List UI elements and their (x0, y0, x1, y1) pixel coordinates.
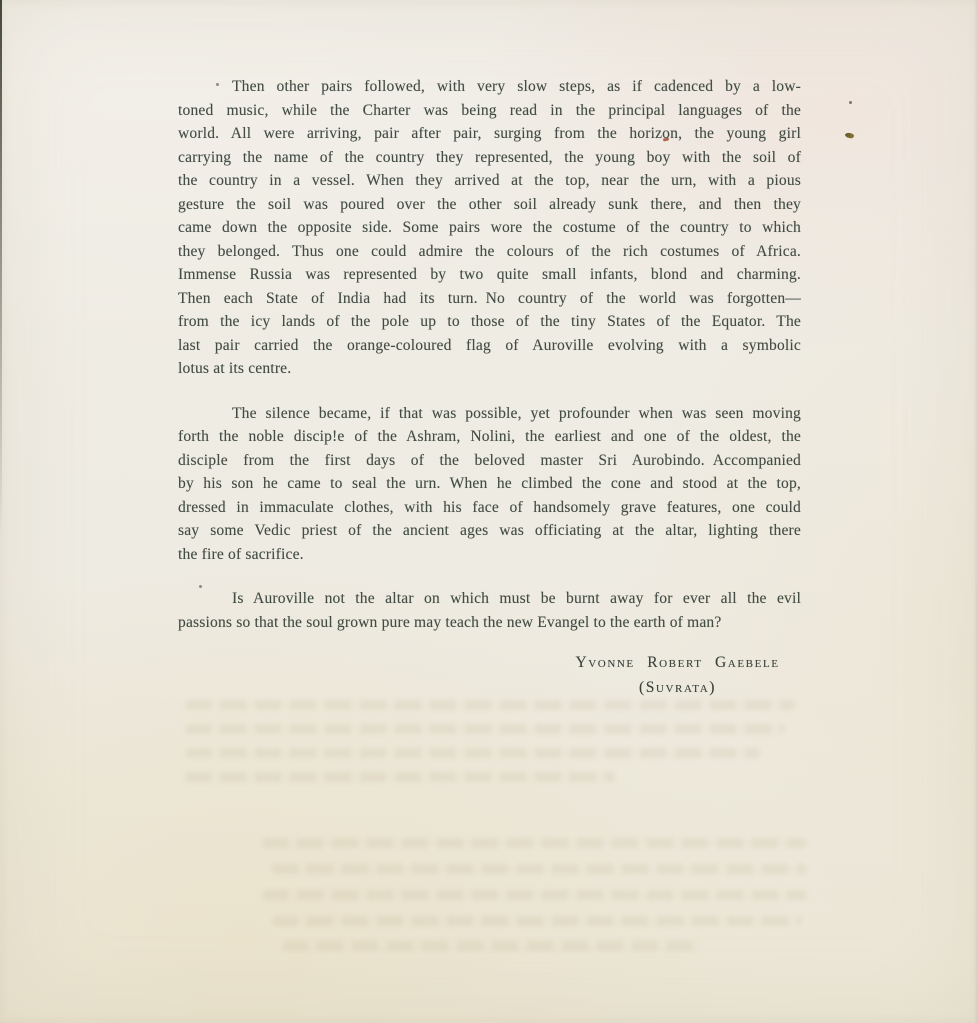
paper-speck (849, 101, 852, 104)
text-line: say some Vedic priest of the ancient ages was officiating at the altar, lighting there (178, 522, 801, 539)
paragraphs (178, 75, 801, 634)
ghost-text-line (262, 890, 807, 900)
text-line: they belonged. Thus one could admire the colours of the rich costumes of Africa. (178, 242, 801, 260)
text-line: the fire of sacrifice. (178, 545, 304, 563)
text-line: from the icy lands of the pole up to those of the tiny States of the Equator. The (178, 313, 801, 330)
text-line: Is Auroville not the altar on which must be burnt away for ever all the evil (232, 590, 801, 607)
text-line: Then each State of India had its turn. No country of the world was forgotten— (178, 289, 801, 307)
scan-edge-shadow-left (0, 0, 2, 540)
text-line: the country in a vessel. When they arrived at the top, near the urn, with a pious (178, 172, 801, 189)
text-line: Then other pairs followed, with very slow steps, as if cadenced by a low- (232, 78, 801, 95)
ghost-text-line (272, 864, 807, 874)
text-line: gesture the soil was poured over the other soil already sunk there, and then they (178, 195, 801, 213)
text-line: toned music, while the Charter was being read in the principal languages of the (178, 101, 801, 119)
ghost-text-line (185, 748, 760, 758)
text-line: carrying the name of the country they represented, the young boy with the soil of (178, 148, 801, 166)
text-line: forth the noble discip!e of the Ashram, Nolini, the earliest and one of the oldest, the (178, 428, 801, 445)
text-line: Immense Russia was represented by two quite small infants, blond and charming. (178, 266, 801, 283)
ghost-text-line (185, 772, 615, 782)
text-line: lotus at its centre. (178, 360, 292, 377)
text-block (178, 75, 801, 700)
text-line: dressed in immaculate clothes, with his face of handsomely grave features, one could (178, 498, 801, 516)
text-line: came down the opposite side. Some pairs wore the costume of the country to which (178, 219, 801, 236)
signature-block (520, 650, 835, 700)
text-line: passions so that the soul grown pure may teach the new Evangel to the earth of man? (178, 613, 722, 631)
text-line: world. All were arriving, pair after pair, surging from the horizon, the young girl (178, 125, 801, 142)
scan-edge-shadow-right (974, 0, 978, 1023)
paragraph (178, 587, 801, 634)
paper-speck (845, 132, 855, 139)
ghost-text-line (282, 941, 702, 951)
text-line: last pair carried the orange-coloured flag of Auroville evolving with a symbolic (178, 336, 801, 354)
paragraph (178, 75, 801, 381)
paragraph (178, 402, 801, 567)
ghost-text-line (272, 916, 802, 926)
ghost-text-line (185, 724, 785, 734)
text-line: disciple from the first days of the beloved master Sri Aurobindo. Accompanied (178, 451, 801, 469)
author-alias: (Suvrata) (638, 679, 717, 696)
ghost-text-line (262, 838, 807, 848)
author-name: Yvonne Robert Gaebele (575, 654, 780, 671)
text-line: by his son he came to seal the urn. When he climbed the cone and stood at the top, (178, 475, 801, 492)
ghost-text-line (185, 700, 795, 710)
text-line: The silence became, if that was possible, yet profounder when was seen moving (232, 404, 801, 422)
